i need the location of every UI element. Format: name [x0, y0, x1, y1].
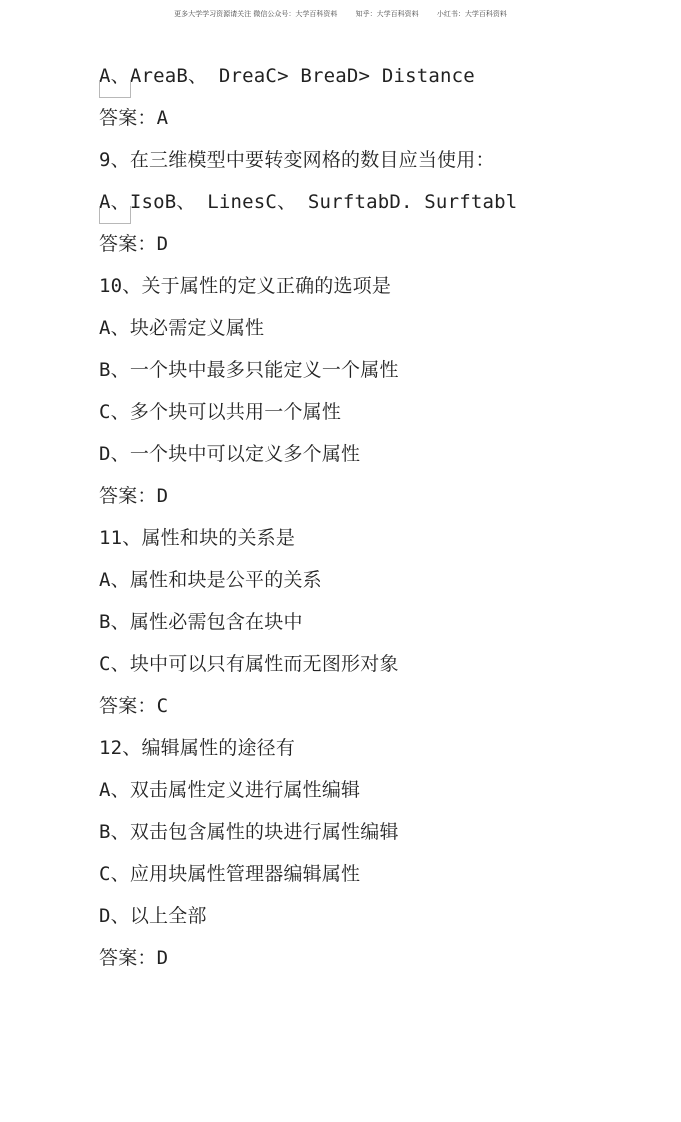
question-12: 12、编辑属性的途径有	[99, 737, 296, 759]
page-header	[0, 9, 681, 19]
option-text: A、IsoB、 LinesC、 SurftabD. Surftabl	[99, 191, 518, 213]
question-11-option-a: A、属性和块是公平的关系	[99, 569, 322, 591]
header-promo-xiaohongshu: 小红书：大学百科资料	[436, 10, 507, 18]
question-12-option-b: B、双击包含属性的块进行属性编辑	[99, 821, 399, 843]
scan-box-mark	[99, 206, 131, 224]
scan-box-mark	[99, 80, 131, 98]
answer-11: 答案：C	[99, 695, 169, 717]
question-10-option-c: C、多个块可以共用一个属性	[99, 401, 342, 423]
option-text: A、AreaB、 DreaC> BreaD> Distance	[99, 65, 475, 87]
question-9: 9、在三维模型中要转变网格的数目应当使用：	[99, 149, 495, 171]
answer-9: 答案：D	[99, 233, 169, 255]
question-11-option-c: C、块中可以只有属性而无图形对象	[99, 653, 399, 675]
question-11: 11、属性和块的关系是	[99, 527, 296, 549]
question-10: 10、关于属性的定义正确的选项是	[99, 275, 392, 297]
question-12-option-a: A、双击属性定义进行属性编辑	[99, 779, 361, 801]
question-12-option-d: D、以上全部	[99, 905, 207, 927]
option-line-1	[99, 62, 659, 104]
answer-10: 答案：D	[99, 485, 169, 507]
header-promo-wechat: 更多大学学习资源请关注 微信公众号：大学百科资料	[174, 10, 338, 18]
header-promo-zhihu: 知乎：大学百科资料	[355, 10, 419, 18]
option-line-2	[99, 188, 659, 230]
answer-12: 答案：D	[99, 947, 169, 969]
question-10-option-b: B、一个块中最多只能定义一个属性	[99, 359, 399, 381]
answer-line-1: 答案：A	[99, 107, 169, 129]
question-10-option-d: D、一个块中可以定义多个属性	[99, 443, 361, 465]
question-10-option-a: A、块必需定义属性	[99, 317, 265, 339]
document-body	[99, 62, 659, 986]
question-11-option-b: B、属性必需包含在块中	[99, 611, 303, 633]
question-12-option-c: C、应用块属性管理器编辑属性	[99, 863, 361, 885]
